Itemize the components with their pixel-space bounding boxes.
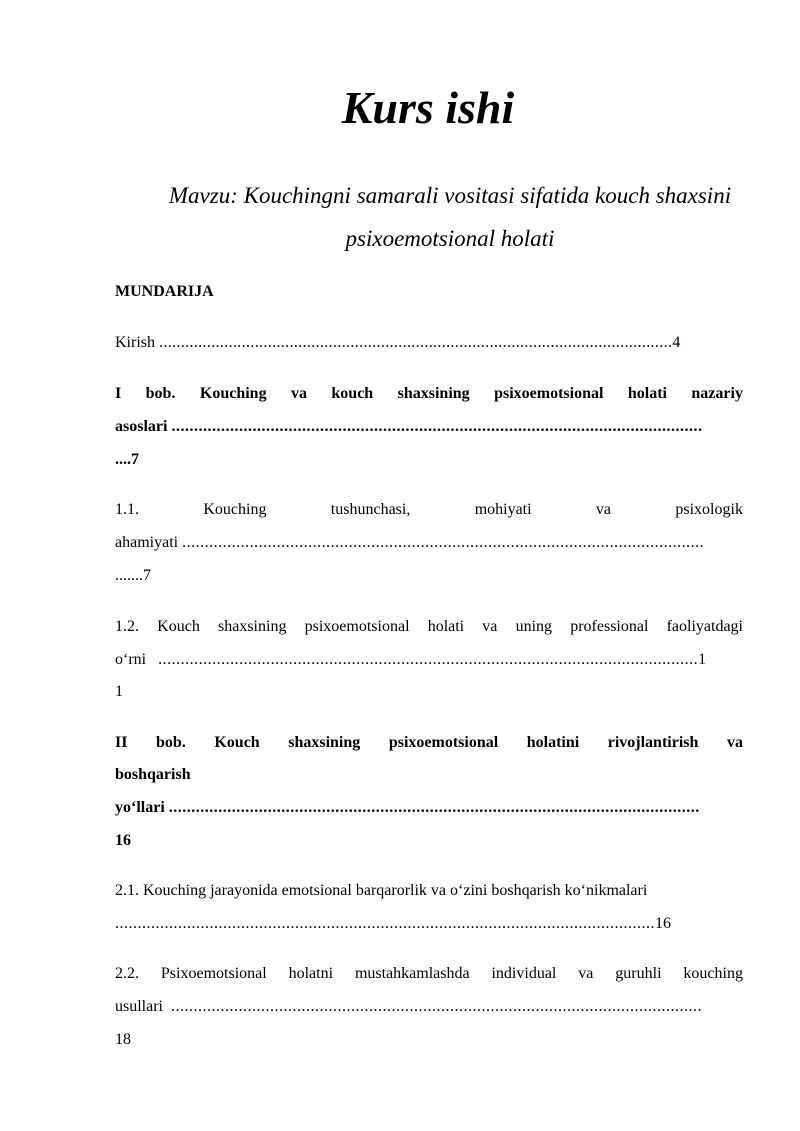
toc-leader-dots: ...................................................................................................................... bbox=[171, 418, 703, 435]
toc-entry-bob2-line1: II bob. Kouch shaxsining psixoemotsional holatini rivojlantirish va bbox=[115, 734, 743, 751]
toc-entry-2-1-line2 bbox=[115, 912, 743, 936]
toc-entry-2-1-line1: 2.1. Kouching jarayonida emotsional barqarorlik va o‘zini boshqarish ko‘nikmalari bbox=[115, 882, 648, 899]
toc-entry-2-2-line1: 2.2. Psixoemotsional holatni mustahkamlashda individual va guruhli kouching bbox=[115, 965, 743, 982]
toc-entry-bob1-line1: I bob. Kouching va kouch shaxsining psixoemotsional holati nazariy bbox=[115, 385, 743, 402]
toc-entry-1-1-line2: ahamiyati .................................................................................................................... bbox=[115, 534, 705, 551]
toc-entry-1-2-line1: 1.2. Kouch shaxsining psixoemotsional holati va uning professional faoliyatdagi bbox=[115, 618, 743, 635]
toc-entry-kirish bbox=[115, 331, 743, 355]
document-title: Kurs ishi bbox=[341, 82, 515, 133]
toc-entry-1-2-page: 1 bbox=[115, 683, 123, 700]
toc-entry-bob2-page: 16 bbox=[115, 832, 131, 849]
toc-entry-text: Kirish bbox=[115, 334, 155, 351]
toc-leader-dots: ........................................................................................................................1 bbox=[158, 651, 707, 668]
toc-entry-bob1-page: ....7 bbox=[115, 451, 139, 468]
toc-entry-bob1-line2: asoslari ...................................................................................................................... bbox=[115, 418, 703, 435]
toc-entry-1-2-line2: o‘rni ........................................................................................................................1 bbox=[115, 651, 707, 668]
toc-leader-dots: ...................................................................................................................... bbox=[171, 998, 702, 1015]
toc-leader-dots: ...................................................................................................................... bbox=[159, 334, 673, 351]
toc-page-number: 4 bbox=[672, 334, 681, 351]
toc-heading: MUNDARIJA bbox=[115, 283, 214, 300]
toc-entry-2-2-line2: usullari ...................................................................................................................... bbox=[115, 998, 702, 1015]
subtitle-line-1: Mavzu: Kouchingni samarali vositasi sifatida kouch shaxsini bbox=[168, 183, 732, 208]
subtitle-line-2: psixoemotsional holati bbox=[345, 226, 555, 251]
toc-entry-2-2-page: 18 bbox=[115, 1031, 131, 1048]
toc-entry-bob2-line2: boshqarish bbox=[115, 766, 191, 783]
toc-entry-1-1-page: .......7 bbox=[115, 567, 151, 584]
toc-page-number: 16 bbox=[655, 915, 671, 932]
toc-leader-dots: .................................................................................................................... bbox=[182, 534, 705, 551]
toc-entry-bob2-line3: yo‘llari ...................................................................................................................... bbox=[115, 799, 700, 816]
document-subtitle bbox=[115, 174, 785, 260]
toc-leader-dots: ........................................................................................................................ bbox=[115, 915, 655, 932]
toc-entry-1-1-line1: 1.1. Kouching tushunchasi, mohiyati va psixologik bbox=[115, 501, 743, 518]
toc-leader-dots: ...................................................................................................................... bbox=[168, 799, 700, 816]
